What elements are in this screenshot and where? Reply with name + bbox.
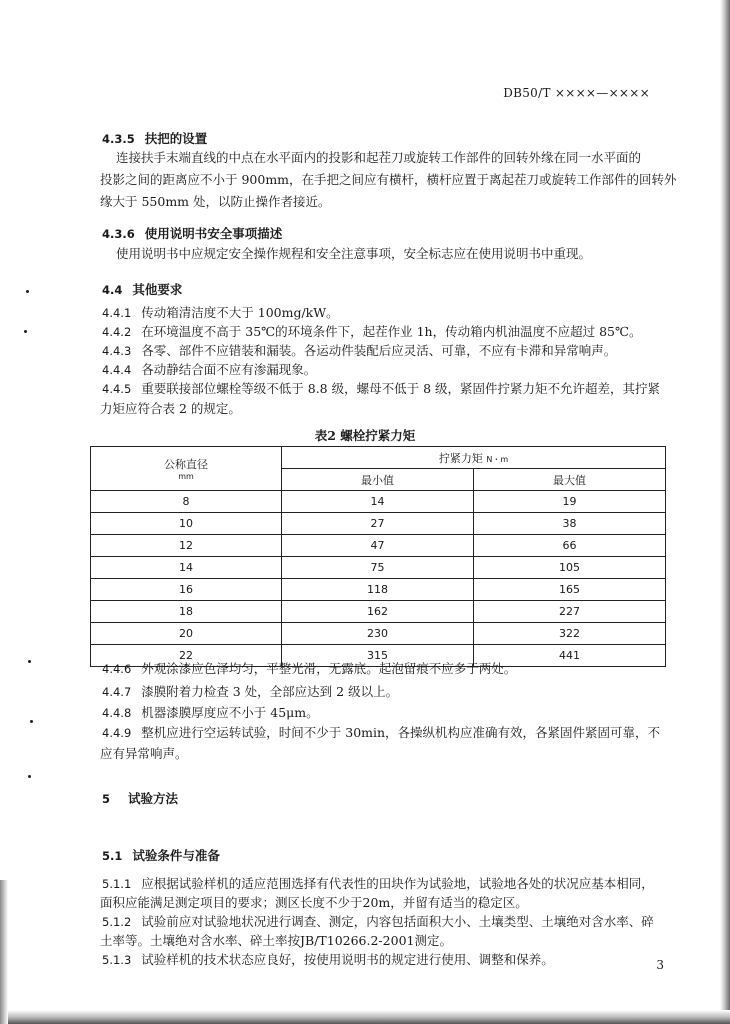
cell-max-torque: 38 [474, 513, 666, 535]
paragraph-line: 土率等。土壤绝对含水率、碎土率按JB/T10266.2-2001测定。 [100, 933, 452, 948]
clause-4-4-1: 4.4.1 传动箱清洁度不大于 100mg/kW。 [102, 305, 339, 320]
table-row [91, 491, 666, 513]
cell-min-torque: 27 [282, 513, 474, 535]
paragraph-line: 投影之间的距离应不小于 900mm，在手把之间应有横杆，横杆应置于离起茬刀或旋转工作部件的回转外 [100, 172, 677, 187]
section-heading-5: 5 试验方法 [102, 791, 179, 806]
scan-edge-bottom [0, 1010, 730, 1024]
header-torque: 拧紧力矩 N・m [282, 447, 666, 469]
cell-min-torque: 118 [282, 579, 474, 601]
header-max: 最大值 [474, 469, 666, 491]
clause-4-4-9: 4.4.9 整机应进行空运转试验，时间不少于 30min，各操纵机构应准确有效，各紧固件紧固可靠，不 [102, 725, 661, 740]
clause-4-4-3: 4.4.3 各零、部件不应错装和漏装。各运动件装配后应灵活、可靠，不应有卡滞和异常响声。 [102, 343, 617, 358]
table-row [91, 535, 666, 557]
scan-edge-left [0, 880, 8, 1024]
table-header-row [91, 447, 666, 469]
clause-5-1-2: 5.1.2 试验前应对试验地状况进行调查、测定，内容包括面积大小、土壤类型、土壤绝对含水率、碎 [102, 914, 654, 929]
clause-4-4-2: 4.4.2 在环境温度不高于 35℃的环境条件下，起茬作业 1h，传动箱内机油温度不应超过 85℃。 [102, 324, 642, 339]
paragraph-line: 缘大于 550mm 处，以防止操作者接近。 [100, 194, 331, 209]
table-body [91, 491, 666, 667]
cell-min-torque: 230 [282, 623, 474, 645]
header-diameter: 公称直径 mm [91, 447, 282, 491]
cell-max-torque: 66 [474, 535, 666, 557]
cell-diameter: 8 [91, 491, 282, 513]
cell-max-torque: 105 [474, 557, 666, 579]
table-title: 表2 螺栓拧紧力矩 [314, 428, 416, 443]
cell-max-torque: 165 [474, 579, 666, 601]
cell-diameter: 16 [91, 579, 282, 601]
section-heading-4-3-5: 4.3.5 扶把的设置 [102, 131, 208, 146]
cell-min-torque: 75 [282, 557, 474, 579]
clause-4-4-6: 4.4.6 外观涂漆应色泽均匀，平整光滑，无露底。起泡留痕不应多于两处。 [102, 661, 517, 676]
cell-min-torque: 162 [282, 601, 474, 623]
table-row [91, 623, 666, 645]
clause-5-1-3: 5.1.3 试验样机的技术状态应良好，按使用说明书的规定进行使用、调整和保养。 [102, 952, 554, 967]
cell-diameter: 18 [91, 601, 282, 623]
cell-min-torque: 14 [282, 491, 474, 513]
cell-diameter: 14 [91, 557, 282, 579]
page-number: 3 [656, 958, 664, 972]
paragraph-line: 使用说明书中应规定安全操作规程和安全注意事项，安全标志应在使用说明书中重现。 [116, 246, 592, 261]
cell-diameter: 20 [91, 623, 282, 645]
cell-max-torque: 322 [474, 623, 666, 645]
cell-max-torque: 441 [474, 645, 666, 667]
paragraph-line: 力矩应符合表 2 的规定。 [100, 401, 241, 416]
clause-4-4-5: 4.4.5 重要联接部位螺栓等级不低于 8.8 级，螺母不低于 8 级，紧固件拧紧力矩不允许超差，其拧紧 [102, 381, 660, 396]
clause-4-4-4: 4.4.4 各动静结合面不应有渗漏现象。 [102, 362, 317, 377]
table-row [91, 579, 666, 601]
cell-max-torque: 227 [474, 601, 666, 623]
cell-min-torque: 47 [282, 535, 474, 557]
clause-5-1-1: 5.1.1 应根据试验样机的适应范围选择有代表性的田块作为试验地，试验地各处的状况应基本相同， [102, 876, 654, 891]
section-heading-4-3-6: 4.3.6 使用说明书安全事项描述 [102, 226, 283, 241]
paragraph-line: 面积应能满足测定项目的要求；测区长度不少于20m，并留有适当的稳定区。 [100, 895, 528, 910]
section-heading-4-4: 4.4 其他要求 [102, 282, 183, 297]
scan-edge-right [720, 0, 730, 1024]
scan-speck [30, 720, 33, 723]
scan-speck [28, 660, 31, 663]
section-heading-5-1: 5.1 试验条件与准备 [102, 848, 220, 863]
clause-4-4-7: 4.4.7 漆膜附着力检查 3 处，全部应达到 2 级以上。 [102, 684, 399, 699]
table-row [91, 601, 666, 623]
cell-diameter: 12 [91, 535, 282, 557]
table-row [91, 557, 666, 579]
bolt-torque-table [90, 446, 666, 667]
table-row [91, 513, 666, 535]
cell-diameter: 22 [91, 645, 282, 667]
clause-4-4-8: 4.4.8 机器漆膜厚度应不小于 45μm。 [102, 705, 319, 720]
scan-speck [26, 290, 29, 293]
cell-min-torque: 315 [282, 645, 474, 667]
cell-max-torque: 19 [474, 491, 666, 513]
scan-speck [28, 775, 31, 778]
header-min: 最小值 [282, 469, 474, 491]
cell-diameter: 10 [91, 513, 282, 535]
scan-speck [24, 330, 27, 333]
document-code: DB50/T ××××—×××× [503, 86, 650, 100]
paragraph-line: 连接扶手末端直线的中点在水平面内的投影和起茬刀或旋转工作部件的回转外缘在同一水平面的 [116, 150, 642, 165]
paragraph-line: 应有异常响声。 [100, 746, 188, 761]
